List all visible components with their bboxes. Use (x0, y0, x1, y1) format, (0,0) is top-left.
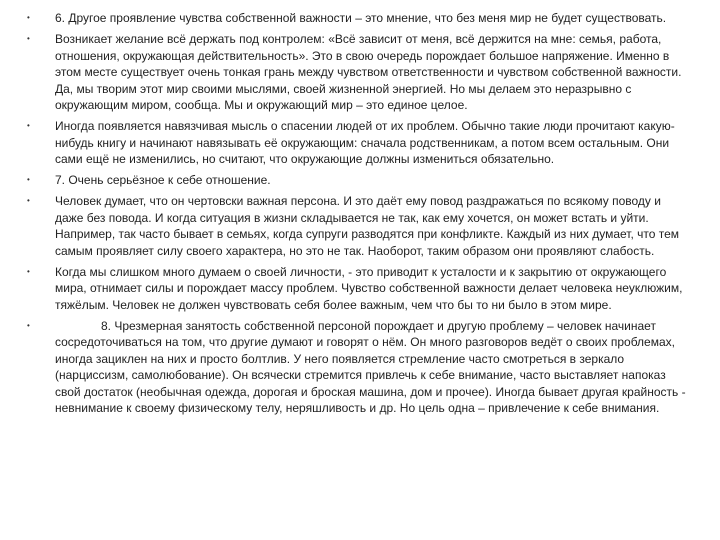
paragraph-text: 6. Другое проявление чувства собственной важности – это мнение, что без меня мир не будет существовать. (55, 11, 667, 25)
bullet-icon: • (27, 121, 30, 130)
bullet-icon: • (27, 175, 30, 184)
paragraph-text: Человек думает, что он чертовски важная персона. И это даёт ему повод раздражаться по всякому поводу и даже без повода. И когда ситуация в жизни складывается не так, как ему хочется, он может встать и уйти. Например, так часто бывает в семьях, когда супруги разводятся при конфликте. Каждый из них думает, что тем самым проявляет силу своего характера, но это не так. Наоборот, таким образом они проявляют слабость. (55, 194, 680, 258)
paragraph-text: Возникает желание всё держать под контролем: «Всё зависит от меня, всё держится на мне: семья, работа, отношения, окружающая действительность». Это в свою очередь порождает большое напряжение. Именно в этом месте существует очень тонкая грань между чувством ответственности и чувством собственной важности. Да, мы творим этот мир своими мыслями, своей жизненной энергией. Но мы делаем это неразрывно с окружающим миром, сообща. Мы и окружающий мир – это единое целое. (55, 32, 682, 112)
paragraph-text: Когда мы слишком много думаем о своей личности, - это приводит к усталости и к закрытию от окружающего мира, отнимает силы и порождает массу проблем. Чувство собственной важности делает человека неуклюжим, тяжёлым. Человек не должен чувствовать себя более важным, чем что бы то ни было в этом мире. (55, 264, 683, 312)
paragraph-text: 8. Чрезмерная занятость собственной персоной порождает и другую проблему – человек начинает сосредоточиваться на том, что другие думают и говорят о нём. Он много разговоров ведёт о своих проблемах, иногда зациклен на них и просто болтлив. У него появляется стремление часто смотреться в зеркало (нарциссизм, самолюбование). Он всячески стремится привлечь к себе внимание, часто выставляет напоказ свой достаток (необычная одежда, дорогая и броская машина, дом и прочее). Иногда бывает другая крайность - невнимание к своему физическому телу, неряшливость и др. Но цель одна – привлечение к себе внимания. (55, 318, 686, 415)
list-item-important-self-1 (24, 10, 690, 27)
list-item-excessive-occupation (24, 318, 690, 417)
list-item-control (24, 31, 690, 114)
paragraph-text: 7. Очень серьёзное к себе отношение. (55, 173, 271, 187)
bullet-list (24, 10, 690, 417)
list-item-saving-people (24, 118, 690, 168)
bullet-icon: • (27, 266, 30, 276)
list-item-self-focus (24, 264, 690, 314)
bullet-icon: • (27, 196, 30, 205)
list-item-serious-attitude (24, 172, 690, 189)
bullet-icon: • (27, 34, 30, 43)
paragraph-text: Иногда появляется навязчивая мысль о спасении людей от их проблем. Обычно такие люди прочитают какую-нибудь книгу и начинают навязывать её окружающим: сначала родственникам, а потом всем остальным. Они сами ещё не изменились, но считают, что окружающие должны измениться обязательно. (55, 119, 675, 166)
bullet-icon: • (27, 320, 30, 330)
list-item-important-person (24, 193, 690, 259)
bullet-icon: • (27, 13, 30, 22)
